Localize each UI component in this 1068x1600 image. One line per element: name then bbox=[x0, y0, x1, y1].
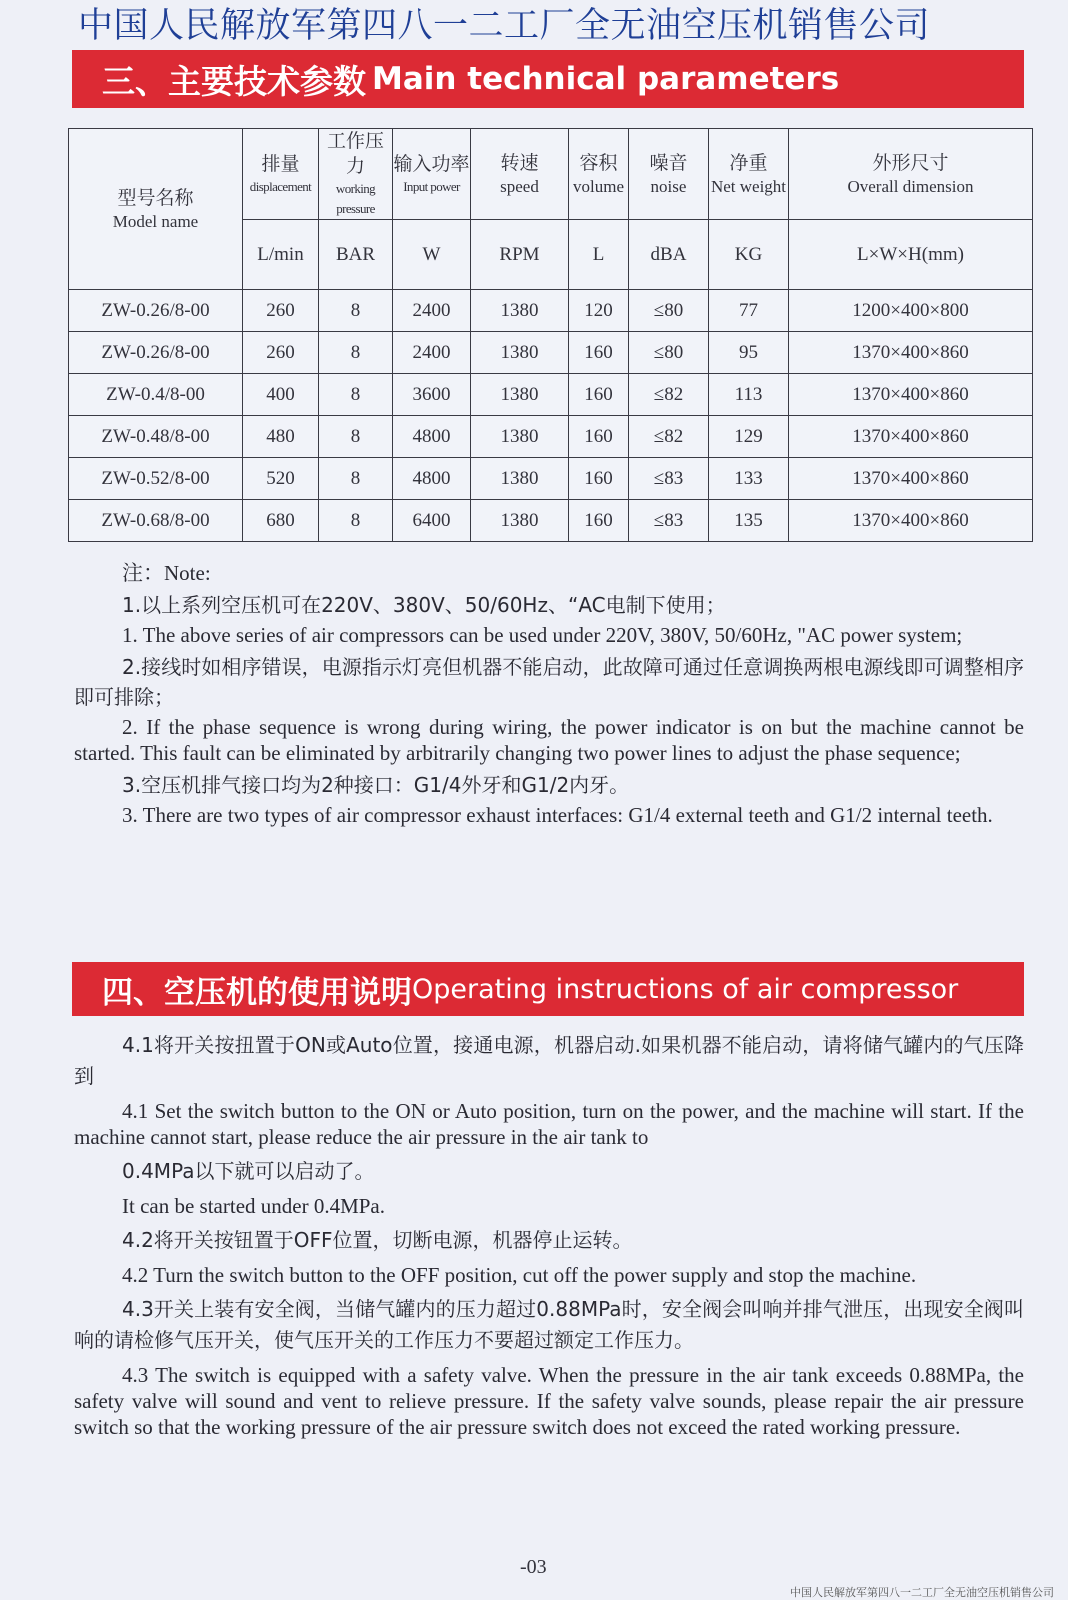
unit-net-weight: KG bbox=[709, 220, 789, 290]
unit-overall-dimension: L×W×H(mm) bbox=[789, 220, 1033, 290]
col-header-displacement: 排量 displacement bbox=[243, 129, 319, 220]
notes-heading: 注：Note: bbox=[122, 561, 211, 585]
section-3-title-zh: 三、主要技术参数 bbox=[102, 61, 366, 101]
col-header-input-power: 输入功率 Input power bbox=[393, 129, 471, 220]
instruction-4-2-zh: 4.2将开关按钮置于OFF位置，切断电源，机器停止运转。 bbox=[122, 1228, 633, 1252]
page-number: -03 bbox=[520, 1556, 547, 1578]
table-row: ZW-0.48/8-00 480 8 4800 1380 160 ≤82 129 1370×400×860 bbox=[69, 416, 1033, 458]
unit-volume: L bbox=[569, 220, 629, 290]
section-3-title-en: Main technical parameters bbox=[372, 61, 840, 97]
section-4-title-zh: 四、空压机的使用说明 bbox=[102, 974, 412, 1011]
note-3-zh: 3.空压机排气接口均为2种接口：G1/4外牙和G1/2内牙。 bbox=[122, 773, 630, 797]
table-row: ZW-0.68/8-00 680 8 6400 1380 160 ≤83 135 1370×400×860 bbox=[69, 500, 1033, 542]
table-row: ZW-0.26/8-00 260 8 2400 1380 160 ≤80 95 1370×400×860 bbox=[69, 332, 1033, 374]
col-header-overall-dimension: 外形尺寸 Overall dimension bbox=[789, 129, 1033, 220]
note-2-en: 2. If the phase sequence is wrong during wiring, the power indicator is on but the machine cannot be started. This fault can be eliminated by arbitrarily changing two power lines to adjust the phase sequence; bbox=[74, 715, 1024, 765]
col-header-speed: 转速 speed bbox=[471, 129, 569, 220]
instruction-4-3-en: 4.3 The switch is equipped with a safety valve. When the pressure in the air tank exceeds 0.88MPa, the safety valve will sound and vent to relieve pressure. If the safety valve sounds, please repair the air pressure switch so that the working pressure of the air pressure switch does not exceed the rated working pressure. bbox=[74, 1363, 1024, 1439]
instruction-4-2-en: 4.2 Turn the switch button to the OFF position, cut off the power supply and stop the machine. bbox=[122, 1263, 917, 1287]
company-header: 中国人民解放军第四八一二工厂全无油空压机销售公司 bbox=[78, 6, 931, 46]
instruction-4-1-en: 4.1 Set the switch button to the ON or Auto position, turn on the power, and the machine will start. If the machine cannot start, please reduce the air pressure in the air tank to bbox=[74, 1099, 1024, 1149]
unit-displacement: L/min bbox=[243, 220, 319, 290]
unit-noise: dBA bbox=[629, 220, 709, 290]
note-2-zh: 2.接线时如相序错误，电源指示灯亮但机器不能启动，此故障可通过任意调换两根电源线即可调整相序即可排除； bbox=[74, 655, 1024, 709]
table-row: ZW-0.26/8-00 260 8 2400 1380 120 ≤80 77 1200×400×800 bbox=[69, 290, 1033, 332]
footer-watermark: 中国人民解放军第四八一二工厂全无油空压机销售公司 bbox=[790, 1586, 1054, 1599]
unit-speed: RPM bbox=[471, 220, 569, 290]
model-name-header: 型号名称 Model name bbox=[69, 129, 243, 290]
col-header-noise: 噪音 noise bbox=[629, 129, 709, 220]
instruction-4-1-zh: 4.1将开关按扭置于ON或Auto位置，接通电源，机器启动.如果机器不能启动，请将储气罐内的气压降到 bbox=[74, 1033, 1024, 1088]
section-3-banner bbox=[72, 50, 1024, 108]
unit-working-pressure: BAR bbox=[319, 220, 393, 290]
technical-parameters-table bbox=[68, 128, 1033, 542]
col-header-working-pressure: 工作压力 working pressure bbox=[319, 129, 393, 220]
col-header-volume: 容积 volume bbox=[569, 129, 629, 220]
unit-input-power: W bbox=[393, 220, 471, 290]
instruction-4-1b-en: It can be started under 0.4MPa. bbox=[122, 1194, 386, 1218]
section-4-banner bbox=[72, 962, 1024, 1016]
note-1-en: 1. The above series of air compressors can be used under 220V, 380V, 50/60Hz, "AC power system; bbox=[122, 623, 963, 647]
instruction-4-3-zh: 4.3开关上装有安全阀，当储气罐内的压力超过0.88MPa时，安全阀会叫响并排气泄压，出现安全阀叫响的请检修气压开关，使气压开关的工作压力不要超过额定工作压力。 bbox=[74, 1297, 1024, 1352]
notes-section bbox=[74, 560, 1024, 832]
note-1-zh: 1.以上系列空压机可在220V、380V、50/60Hz、“AC电制下使用； bbox=[122, 593, 726, 617]
usage-instructions bbox=[74, 1030, 1024, 1446]
table-row: ZW-0.52/8-00 520 8 4800 1380 160 ≤83 133 1370×400×860 bbox=[69, 458, 1033, 500]
note-3-en: 3. There are two types of air compressor exhaust interfaces: G1/4 external teeth and G1/2 internal teeth. bbox=[122, 803, 993, 827]
table-row: ZW-0.4/8-00 400 8 3600 1380 160 ≤82 113 1370×400×860 bbox=[69, 374, 1033, 416]
instruction-4-1b-zh: 0.4MPa以下就可以启动了。 bbox=[122, 1159, 375, 1183]
col-header-net-weight: 净重 Net weight bbox=[709, 129, 789, 220]
section-4-title-en: Operating instructions of air compressor bbox=[412, 973, 959, 1005]
